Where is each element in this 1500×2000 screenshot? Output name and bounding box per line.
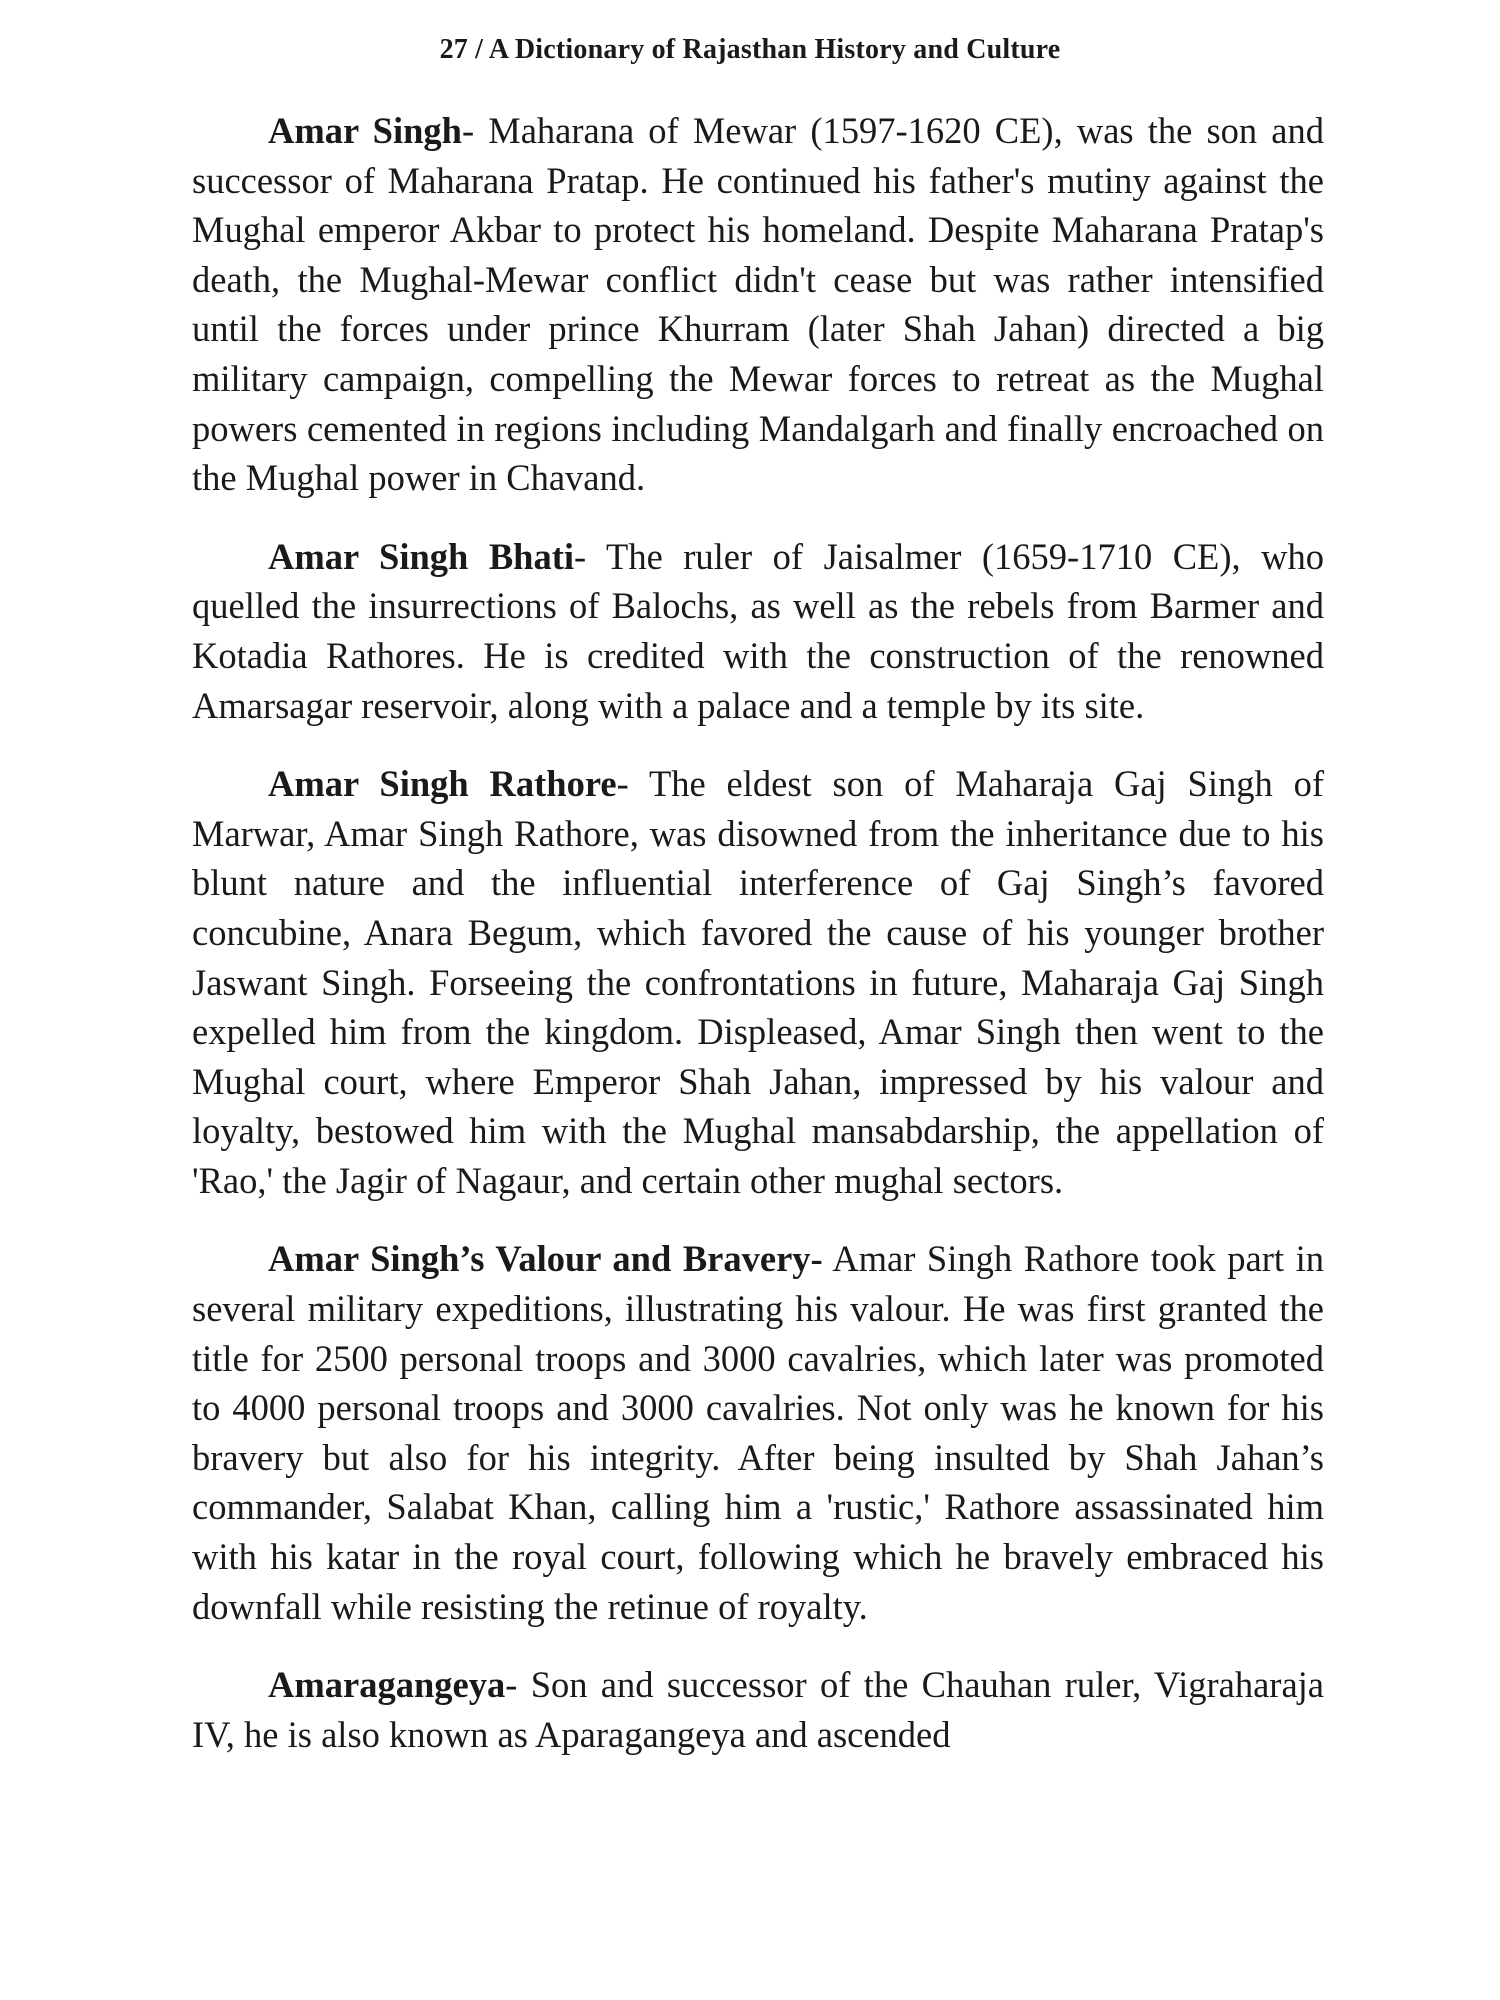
entry-definition: Amar Singh Rathore took part in several military expeditions, illustrating his valour. He was first granted the title for 2500 personal troops and 3000 cavalries, which later was promoted to 4000 personal troops and 3000 cavalries. Not only was he known for his bravery but also for his integrity. After being insulted by Shah Jahan’s commander, Salabat Khan, calling him a 'rustic,' Rathore assassinated him with his katar in the royal court, following which he bravely embraced his downfall while resisting the retinue of royalty. — [192, 1238, 1324, 1627]
entry-amar-singh-valour — [192, 1234, 1324, 1631]
entry-definition: - Maharana of Mewar (1597-1620 CE), was the son and successor of Maharana Pratap. He continued his father's mutiny against the Mughal emperor Akbar to protect his homeland. Despite Maharana Pratap's death, the Mughal-Mewar conflict didn't cease but was rather intensified until the forces under prince Khurram (later Shah Jahan) directed a big military campaign, compelling the Mewar forces to retreat as the Mughal powers cemented in regions including Mandalgarh and finally encroached on the Mughal power in Chavand. — [192, 110, 1324, 499]
entry-term: Amar Singh’s Valour and Bravery- — [268, 1238, 823, 1280]
entry-term: Amar Singh — [268, 110, 462, 151]
entry-amaragangeya — [192, 1660, 1324, 1759]
entry-amar-singh-rathore — [192, 759, 1324, 1205]
running-head: 27 / A Dictionary of Rajasthan History and Culture — [439, 34, 1061, 65]
dictionary-entries — [192, 106, 1324, 1759]
entry-definition: - Son and successor of the Chauhan ruler, Vigraharaja IV, he is also known as Aparagangeya and ascended — [192, 1664, 1324, 1755]
entry-term: Amaragangeya — [268, 1664, 506, 1706]
entry-term: Amar Singh Rathore — [268, 763, 617, 805]
entry-definition: - The ruler of Jaisalmer (1659-1710 CE), who quelled the insurrections of Balochs, as well as the rebels from Barmer and Kotadia Rathores. He is credited with the construction of the renowned Amarsagar reservoir, along with a palace and a temple by its site. — [192, 535, 1324, 726]
entry-term: Amar Singh Bhati — [268, 535, 575, 577]
entry-definition: - The eldest son of Maharaja Gaj Singh of Marwar, Amar Singh Rathore, was disowned from the inheritance due to his blunt nature and the influential interference of Gaj Singh’s favored concubine, Anara Begum, which favored the cause of his younger brother Jaswant Singh. Forseeing the confrontations in future, Maharaja Gaj Singh expelled him from the kingdom. Displeased, Amar Singh then went to the Mughal court, where Emperor Shah Jahan, impressed by his valour and loyalty, bestowed him with the Mughal mansabdarship, the appellation of 'Rao,' the Jagir of Nagaur, and certain other mughal sectors. — [192, 763, 1324, 1201]
entry-amar-singh-bhati — [192, 532, 1324, 730]
entry-amar-singh — [192, 106, 1324, 503]
